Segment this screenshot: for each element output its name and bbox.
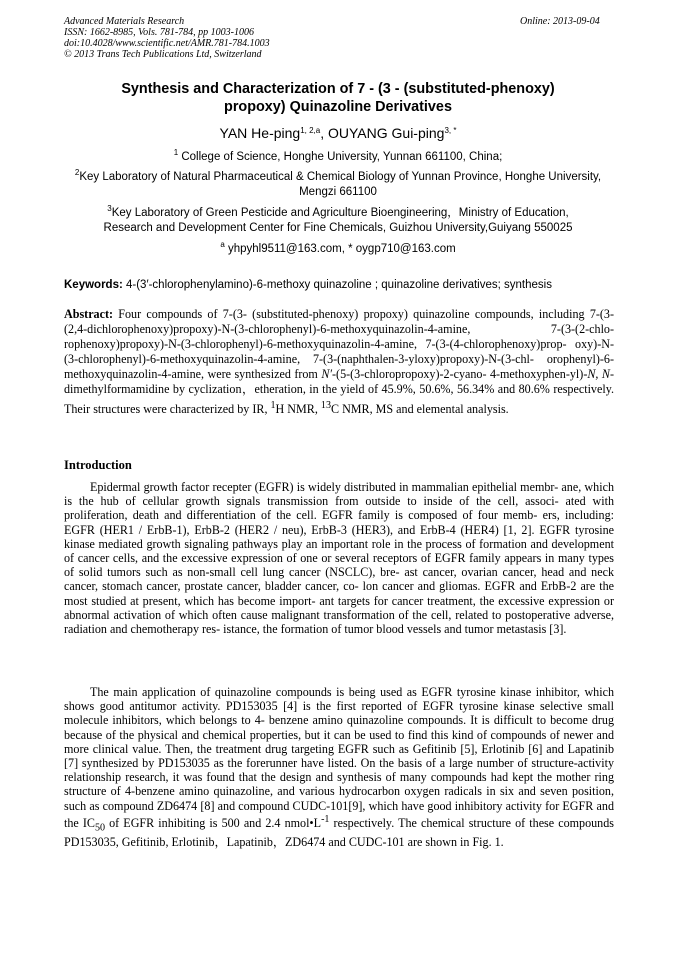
keywords-text: 4-(3′-chlorophenylamino)-6-methoxy quinazoline ; quinazoline derivatives; synthesis: [122, 279, 552, 291]
affiliation-3-line-2: Research and Development Center for Fine Chemicals, Guizhou University,Guiyang 550025: [103, 221, 573, 234]
affiliation-3-marker: 3: [107, 204, 112, 213]
author-emails: [70, 242, 606, 257]
affiliation-3-line-1: Key Laboratory of Green Pesticide and Agriculture Bioengineering，Ministry of Education,: [111, 207, 569, 219]
affiliation-1: [70, 150, 606, 165]
affiliation-1-marker: 1: [173, 148, 179, 157]
introduction-paragraph-2-text-a: The main application of quinazoline compounds is being used as EGFR tyrosine kinase inhibitor, which shows good antitumor activity. PD153035 [4] is the first reported of EGFR tyrosine kinase selective small molecule inhibitors, which belongs to 4- benzene amino quinazoline compounds. It is difficult to become drug because of the physical and chemical properties, but it can be used to find this kind of compounds of newer and more clinical value. Then, the treatment drug targeting EGFR such as Gefitinib [5], Erlotinib [6] and Lapatinib [7] synthesized by PD153035 as the forerunner have listed. On the basis of a large number of structure-activity relationship research, it was found that the design and synthesis of many compounds had kept the mother ring structure of 4-benzene amino quinazoline, and various hydrocarbon oxygen radicals in six and seven position, such as compound ZD6474 [8] and compound CUDC-101[9], which have good inhibitory activity for EGFR and the IC: [64, 685, 614, 830]
abstract-text-3: -dimethylformamidine by cyclization，etheration, in the yield of 45.9%, 50.6%, 56.34% and 80.6% respectively. Their structures were characterized by IR,: [64, 367, 615, 416]
author-1-affiliation: 1, 2,a: [300, 126, 321, 135]
introduction-paragraph-2: [64, 685, 614, 850]
abstract-italic-2: N, N: [587, 367, 610, 382]
affiliation-2-marker: 2: [74, 168, 80, 177]
ic50-subscript: 50: [94, 822, 106, 834]
affiliation-3: [70, 206, 606, 235]
abstract: [64, 307, 614, 417]
abstract-text-4: H NMR,: [275, 401, 321, 416]
introduction-paragraph-1-text: Epidermal growth factor recepter (EGFR) is widely distributed in mammalian epithelial membr- ane, which is the hub of cellular growth signals transmission from outside to inside of the cell, associ- ated with proliferation, death and differentiation of the cell. EGFR family is composed of four memb- ers, including: EGFR (HER1 / ErbB-1), ErbB-2 (HER2 / neu), ErbB-3 (HER3), and ErbB-4 (HER4) [1, 2]. EGFR tyrosine kinase mediated growth signaling pathways play an important role in the process of formation and development of cancer cells, and the excessive expression of one or several receptors of EGFR family appears in many types of solid tumors such as non-small cell lung cancer (NSCLC), bre- ast cancer, ovarian cancer, head and neck cancer, stomach cancer, prostate cancer, bladder cancer, co- lon cancer and gliomas. EGFR and ErbB-2 are the most studied at present, which has become import- ant targets for cancer treatment, the excessive expression or abnormal activation of which often cause malignant transformation of the cell, related to postoperative adverse, radiation and chemotherapy res- istance, the formation of tumor blood vessels and tumor metastasis [3].: [64, 480, 614, 637]
abstract-text-1: Four compounds of 7-(3- (substituted-phenoxy) propoxy) quinazoline compounds, including 7-(3-(2,4-dichlorophenoxy)propoxy)-N-(3-chlorophenyl)-6-methoxyquinazolin-4-amine, 7-(3-(2-chlo- rophenoxy)propoxy)-N-(3-chlorophenyl)-6-methoxyquinazolin-4-amine, 7-(3-(4-chlorophenoxy)prop- oxy)-N-(3-chlorophenyl)-6-methoxyquinazolin-4-amine, 7-(3-(naphthalen-3-yloxy)propoxy)-N-(3-chl- orophenyl)-6-methoxyquinazolin-4-amine, were synthesized from: [64, 307, 614, 382]
introduction-paragraph-1: [64, 480, 614, 636]
introduction-paragraph-2-text-b: of EGFR inhibiting is 500 and 2.4 nmol•L: [105, 815, 322, 830]
journal-header: [64, 16, 270, 60]
journal-issn: ISSN: 1662-8985, Vols. 781-784, pp 1003-1006: [64, 27, 254, 38]
paper-title: [60, 80, 616, 116]
paper-title-line-2: propoxy) Quinazoline Derivatives: [224, 99, 452, 115]
journal-name: Advanced Materials Research: [64, 16, 185, 27]
unit-superscript: -1: [321, 813, 330, 825]
email-marker: a: [220, 240, 225, 249]
keywords: [64, 278, 614, 292]
email-text: yhpyhl9511@163.com, * oygp710@163.com: [224, 243, 456, 255]
abstract-text-5: C NMR, MS and elemental analysis.: [330, 401, 509, 416]
abstract-sup-1: 1: [270, 399, 276, 411]
affiliation-2-text: Key Laboratory of Natural Pharmaceutical & Chemical Biology of Yunnan Province, Honghe University, Mengzi 661100: [79, 171, 602, 198]
author-2-affiliation: 3, *: [444, 126, 457, 135]
abstract-italic-1: N′: [321, 367, 333, 382]
introduction-heading: Introduction: [64, 458, 132, 472]
abstract-sup-2: 13: [320, 399, 331, 411]
author-2: , OUYANG Gui-ping: [320, 125, 445, 141]
affiliation-2: [70, 170, 606, 199]
affiliation-1-text: College of Science, Honghe University, Yunnan 661100, China;: [178, 151, 503, 163]
journal-copyright: © 2013 Trans Tech Publications Ltd, Switzerland: [64, 49, 262, 60]
online-date: Online: 2013-09-04: [520, 16, 600, 27]
paper-title-line-1: Synthesis and Characterization of 7 - (3 - (substituted-phenoxy): [121, 81, 555, 97]
keywords-label: Keywords:: [64, 279, 123, 291]
author-list: [60, 124, 616, 142]
introduction-paragraph-2-text-c: respectively. The chemical structure of these compounds PD153035, Gefitinib, Erlotinib，Lapatinib，ZD6474 and CUDC-101 are shown in Fig. 1.: [64, 815, 614, 850]
abstract-label: Abstract:: [64, 307, 114, 321]
abstract-text-2: -(5-(3-chloropropoxy)-2-cyano- 4-methoxyphen-yl)-: [332, 367, 588, 382]
author-1: YAN He-ping: [219, 125, 301, 141]
journal-doi: doi:10.4028/www.scientific.net/AMR.781-784.1003: [64, 38, 270, 49]
